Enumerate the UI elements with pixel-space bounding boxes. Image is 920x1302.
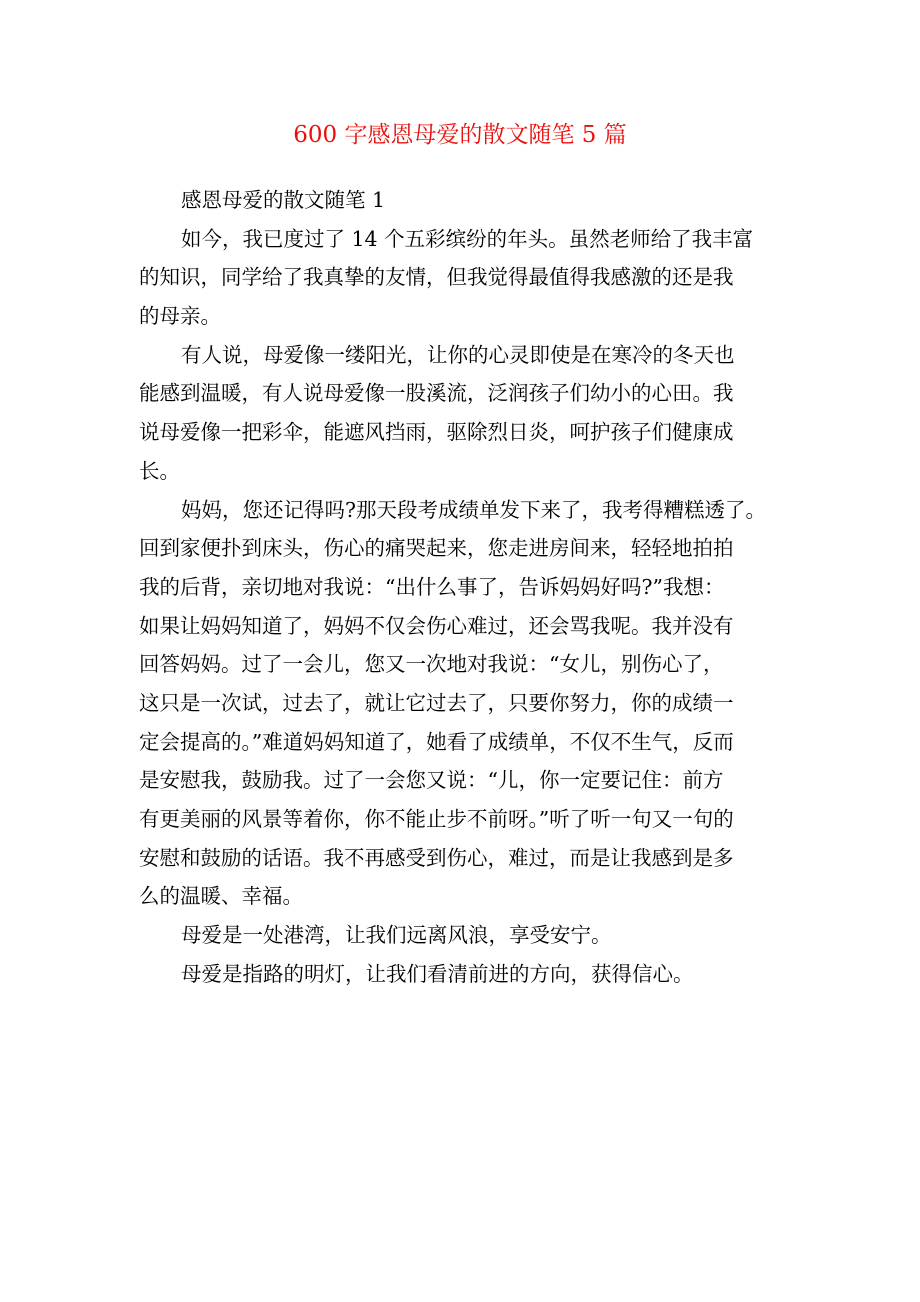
text-line: 的知识，同学给了我真挚的友情，但我觉得最值得我感激的还是我 xyxy=(139,265,734,290)
text-line: 如果让妈妈知道了，妈妈不仅会伤心难过，还会骂我呢。我并没有 xyxy=(139,613,734,638)
text-line: 回答妈妈。过了一会儿，您又一次地对我说：“女儿，别伤心了， xyxy=(139,652,724,677)
text-line: 有人说，母爱像一缕阳光，让你的心灵即使是在寒冷的冬天也 xyxy=(181,342,735,367)
text-line: 母爱是指路的明灯，让我们看清前进的方向，获得信心。 xyxy=(181,961,694,986)
text-line: 定会提高的。”难道妈妈知道了，她看了成绩单，不仅不生气，反而 xyxy=(139,729,734,754)
document-title: 600 字感恩母爱的散文随笔 5 篇 xyxy=(293,122,627,148)
text-line: 如今，我已度过了 14 个五彩缤纷的年头。虽然老师给了我丰富 xyxy=(181,226,754,251)
text-line: 有更美丽的风景等着你，你不能止步不前呀。”听了听一句又一句的 xyxy=(139,807,734,831)
text-line: 么的温暖、幸福。 xyxy=(139,884,303,909)
text-line: 回到家便扑到床头，伤心的痛哭起来，您走进房间来，轻轻地拍拍 xyxy=(139,536,734,561)
text-line: 说母爱像一把彩伞，能遮风挡雨，驱除烈日炎，呵护孩子们健康成 xyxy=(139,420,734,445)
text-line: 的母亲。 xyxy=(139,304,221,329)
text-line: 妈妈，您还记得吗?那天段考成绩单发下来了，我考得糟糕透了。 xyxy=(181,497,766,522)
text-line: 能感到温暖，有人说母爱像一股溪流，泛润孩子们幼小的心田。我 xyxy=(139,381,734,406)
text-line: 这只是一次试，过去了，就让它过去了，只要你努力，你的成绩一 xyxy=(139,690,734,715)
document-body xyxy=(139,181,784,993)
text-line: 是安慰我，鼓励我。过了一会您又说：“儿，你一定要记住：前方 xyxy=(139,768,724,793)
text-line: 长。 xyxy=(139,458,180,483)
text-line: 母爱是一处港湾，让我们远离风浪，享受安宁。 xyxy=(181,923,612,948)
section-heading: 感恩母爱的散文随笔 1 xyxy=(181,188,386,212)
text-line: 我的后背，亲切地对我说：“出什么事了，告诉妈妈好吗?”我想： xyxy=(139,574,725,599)
text-line: 安慰和鼓励的话语。我不再感受到伤心，难过，而是让我感到是多 xyxy=(139,845,734,870)
